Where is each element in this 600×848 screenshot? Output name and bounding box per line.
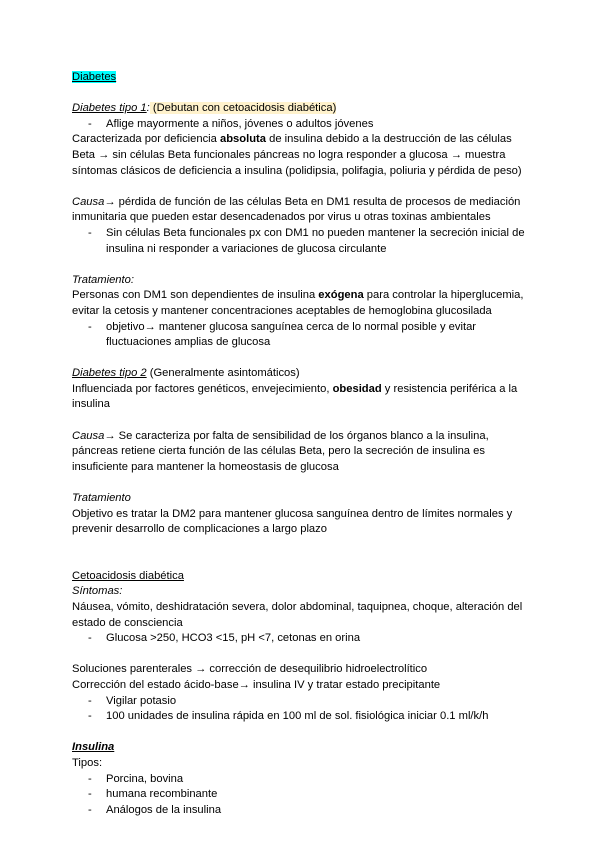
bullet-dash: - (88, 117, 92, 130)
title-text: Diabetes (72, 71, 117, 83)
dm1-trat-bullet: - objetivo→ mantener glucosa sanguínea cerca de lo normal posible y evitar fluctuaciones amplias de glucosa (88, 320, 477, 349)
dm1-bullet: - Aflige mayormente a niños, jóvenes o adultos jóvenes (72, 117, 540, 133)
ceto-sol-2: Corrección del estado ácido-base→ insulina IV y tratar estado precipitante (72, 678, 441, 691)
dm1-desc-1: Caracterizada por deficiencia absoluta de insulina debido a la destrucción de las células (72, 133, 512, 146)
dm1-desc-2: Beta → sin células Beta funcionales páncreas no logra responder a glucosa → muestra (72, 148, 506, 161)
doc-title (72, 70, 540, 86)
ceto-sintomas-label: Síntomas: (72, 585, 123, 598)
dm2-desc-1: Influenciada por factores genéticos, envejecimiento, obesidad y resistencia periférica a la (72, 382, 518, 395)
insulina-item: - humana recombinante (88, 788, 218, 801)
dm2-desc-2: insulina (72, 398, 110, 411)
dm2-causa-1: Causa→ Se caracteriza por falta de sensibilidad de los órganos blanco a la insulina, (72, 429, 489, 442)
insulina-tipos-label: Tipos: (72, 756, 103, 769)
dm1-causa-2: inmunitaria que pueden estar desencadenados por virus u otras toxinas ambientales (72, 211, 491, 224)
dm2-causa-2: páncreas retiene cierta función de las células Beta, pero la secreción de insulina es (72, 445, 485, 458)
ceto-sol-1: Soluciones parenterales → corrección de desequilibrio hidroelectrolítico (72, 663, 428, 676)
dm1-causa: Causa→ pérdida de función de las células Beta en DM1 resulta de procesos de mediación (72, 195, 521, 208)
ceto-heading: Cetoacidosis diabética (72, 569, 184, 582)
insulina-item: - Porcina, bovina (88, 772, 184, 785)
ceto-sint-1: Náusea, vómito, deshidratación severa, dolor abdominal, taquipnea, choque, alteración del (72, 601, 523, 613)
dm1-note: (Debutan con cetoacidosis diabética) (149, 102, 337, 115)
dm1-heading: Diabetes tipo 1 (72, 102, 147, 115)
dm1-causa-bullet: - Sin células Beta funcionales px con DM1 no pueden mantener la secreción inicial de insulina ni responder a variaciones de glucosa circulante (88, 226, 525, 255)
dm1-heading-line (72, 101, 540, 117)
dm2-tratamiento-label: Tratamiento (72, 492, 131, 505)
dm2-heading-line: Diabetes tipo 2 (Generalmente asintomáticos) (72, 367, 300, 380)
dm1-trat-2: evitar la cetosis y mantener concentraciones aceptables de hemoglobina glucosilada (72, 304, 492, 317)
dm2-causa-3: insuficiente para mantener la homeostasis de glucosa (72, 460, 339, 473)
ceto-bullet-3: - 100 unidades de insulina rápida en 100 ml de sol. fisiológica iniciar 0.1 ml/k/h (88, 710, 489, 723)
dm2-heading: Diabetes tipo 2 (72, 367, 147, 380)
ceto-bullet-2: - Vigilar potasio (88, 694, 177, 707)
dm1-tratamiento-label: Tratamiento: (72, 273, 134, 286)
dm2-trat-1: Objetivo es tratar la DM2 para mantener glucosa sanguínea dentro de límites normales y (72, 507, 513, 520)
dm1-colon: : (146, 102, 150, 115)
insulina-heading: Insulina (72, 741, 115, 754)
insulina-item: - Análogos de la insulina (88, 803, 222, 816)
insulina-heading-line (72, 740, 540, 756)
ceto-heading-line (72, 569, 540, 585)
dm1-trat-1: Personas con DM1 son dependientes de insulina exógena para controlar la hiperglucemia, (72, 289, 524, 302)
dm2-trat-2: prevenir desarrollo de complicaciones a largo plazo (72, 523, 327, 536)
ceto-sint-2: estado de consciencia (72, 616, 183, 629)
ceto-bullet-1: - Glucosa >250, HCO3 <15, pH <7, cetonas en orina (88, 632, 361, 645)
dm1-desc-3: síntomas clásicos de deficiencia a insulina (polidipsia, polifagia, poliuria y pérdida de peso) (72, 164, 522, 177)
